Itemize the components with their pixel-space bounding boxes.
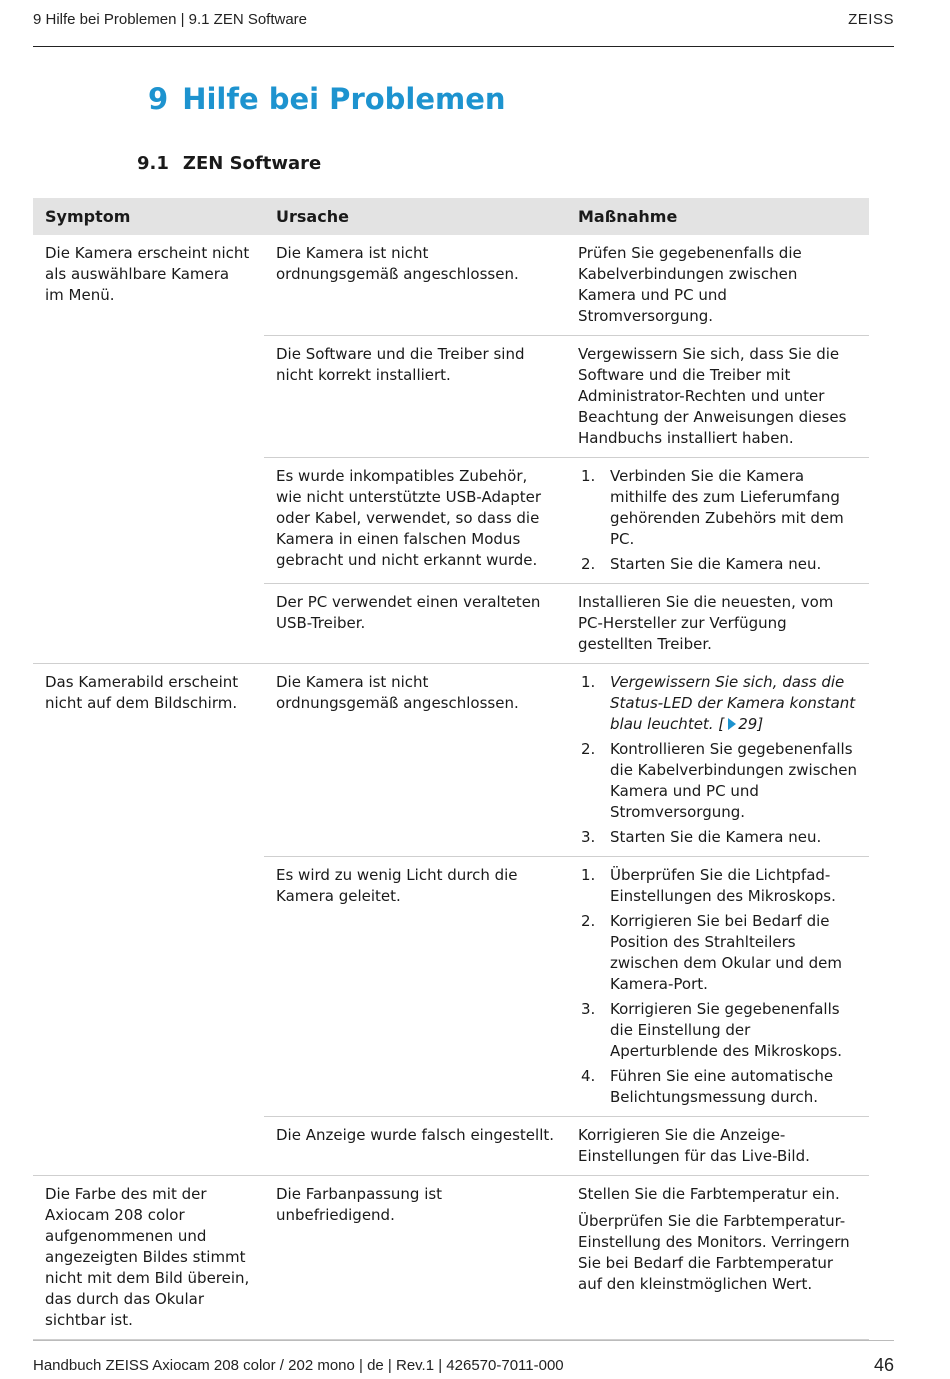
list-item: 1. Überprüfen Sie die Lichtpfad-Einstellungen des Mikroskops. — [581, 866, 836, 905]
cause-cell: Die Software und die Treiber sind nicht korrekt installiert. — [264, 336, 566, 458]
section-number: 9.1 — [137, 153, 169, 174]
list-item: 1. Verbinden Sie die Kamera mithilfe des zum Lieferumfang gehörenden Zubehörs mit dem PC. — [581, 467, 844, 548]
cause-cell: Es wurde inkompatibles Zubehör, wie nicht unterstützte USB-Adapter oder Kabel, verwendet, so dass die Kamera in einen falschen Modus gebracht und nicht erkannt wurde. — [264, 458, 566, 584]
action-cell — [566, 458, 869, 584]
cause-cell: Die Kamera ist nicht ordnungsgemäß angeschlossen. — [264, 235, 566, 336]
action-cell — [566, 664, 869, 857]
step-list — [578, 466, 857, 575]
list-item: 2. Korrigieren Sie bei Bedarf die Position des Strahlteilers zwischen dem Okular und dem Kamera-Port. — [581, 912, 843, 993]
cause-cell: Die Farbanpassung ist unbefriedigend. — [264, 1176, 566, 1340]
cause-cell: Die Kamera ist nicht ordnungsgemäß angeschlossen. — [264, 664, 566, 857]
table-header-row — [33, 198, 869, 235]
header-breadcrumb: 9 Hilfe bei Problemen | 9.1 ZEN Software — [33, 11, 308, 28]
cause-cell: Die Anzeige wurde falsch eingestellt. — [264, 1117, 566, 1176]
action-cell: Vergewissern Sie sich, dass Sie die Software und die Treiber mit Administrator-Rechten und unter Beachtung der Anweisungen dieses Handbuchs installiert haben. — [566, 336, 869, 458]
action-paragraph: Überprüfen Sie die Farbtemperatur-Einstellung des Monitors. Verringern Sie bei Bedarf die Farbtemperatur auf den kleinstmöglichen Wert. — [578, 1212, 850, 1293]
page-footer — [33, 1340, 894, 1379]
list-item: 3. Korrigieren Sie gegebenenfalls die Einstellung der Aperturblende des Mikroskops. — [581, 1000, 843, 1060]
action-cell: Korrigieren Sie die Anzeige-Einstellungen für das Live-Bild. — [566, 1117, 869, 1176]
troubleshooting-table — [33, 198, 869, 1340]
list-item: 1. Vergewissern Sie sich, dass die Status-LED der Kamera konstant blau leuchtet. [ 29] — [581, 673, 856, 733]
chapter-number: 9 — [148, 82, 169, 116]
table-row — [33, 1176, 869, 1340]
link-arrow-icon — [728, 718, 736, 730]
action-cell — [566, 1176, 869, 1340]
header-cause: Ursache — [264, 198, 566, 235]
header-action: Maßnahme — [566, 198, 869, 235]
list-item: 3. Starten Sie die Kamera neu. — [581, 828, 822, 846]
list-item: 4. Führen Sie eine automatische Belichtungsmessung durch. — [581, 1067, 834, 1106]
action-cell: Prüfen Sie gegebenenfalls die Kabelverbindungen zwischen Kamera und PC und Stromversorgung. — [566, 235, 869, 336]
header-brand: ZEISS — [848, 11, 894, 28]
table-row — [33, 235, 869, 336]
chapter-title — [148, 82, 506, 116]
action-paragraph: Stellen Sie die Farbtemperatur ein. — [578, 1185, 840, 1203]
cause-cell: Der PC verwendet einen veralteten USB-Treiber. — [264, 584, 566, 664]
symptom-cell: Die Farbe des mit der Axiocam 208 color aufgenommenen und angezeigten Bildes stimmt nicht mit dem Bild überein, das durch das Okular sichtbar ist. — [33, 1176, 264, 1340]
chapter-title-text: Hilfe bei Problemen — [182, 82, 506, 116]
page-link[interactable]: [ 29] — [718, 715, 764, 733]
action-cell — [566, 857, 869, 1117]
step-list — [578, 672, 857, 848]
page-header — [33, 0, 894, 47]
cause-cell: Es wird zu wenig Licht durch die Kamera geleitet. — [264, 857, 566, 1117]
list-item: 2. Kontrollieren Sie gegebenenfalls die Kabelverbindungen zwischen Kamera und PC und Stromversorgung. — [581, 740, 858, 821]
footer-document-info: Handbuch ZEISS Axiocam 208 color / 202 mono | de | Rev.1 | 426570-7011-000 — [33, 1357, 564, 1374]
symptom-cell: Die Kamera erscheint nicht als auswählbare Kamera im Menü. — [33, 235, 264, 664]
section-title-text: ZEN Software — [182, 153, 322, 174]
section-title — [137, 153, 321, 174]
header-symptom: Symptom — [33, 198, 264, 235]
page-number: 46 — [873, 1355, 894, 1375]
symptom-cell: Das Kamerabild erscheint nicht auf dem Bildschirm. — [33, 664, 264, 1176]
step-list — [578, 865, 857, 1108]
list-item: 2. Starten Sie die Kamera neu. — [581, 555, 822, 573]
table-row — [33, 664, 869, 857]
action-cell: Installieren Sie die neuesten, vom PC-Hersteller zur Verfügung gestellten Treiber. — [566, 584, 869, 664]
